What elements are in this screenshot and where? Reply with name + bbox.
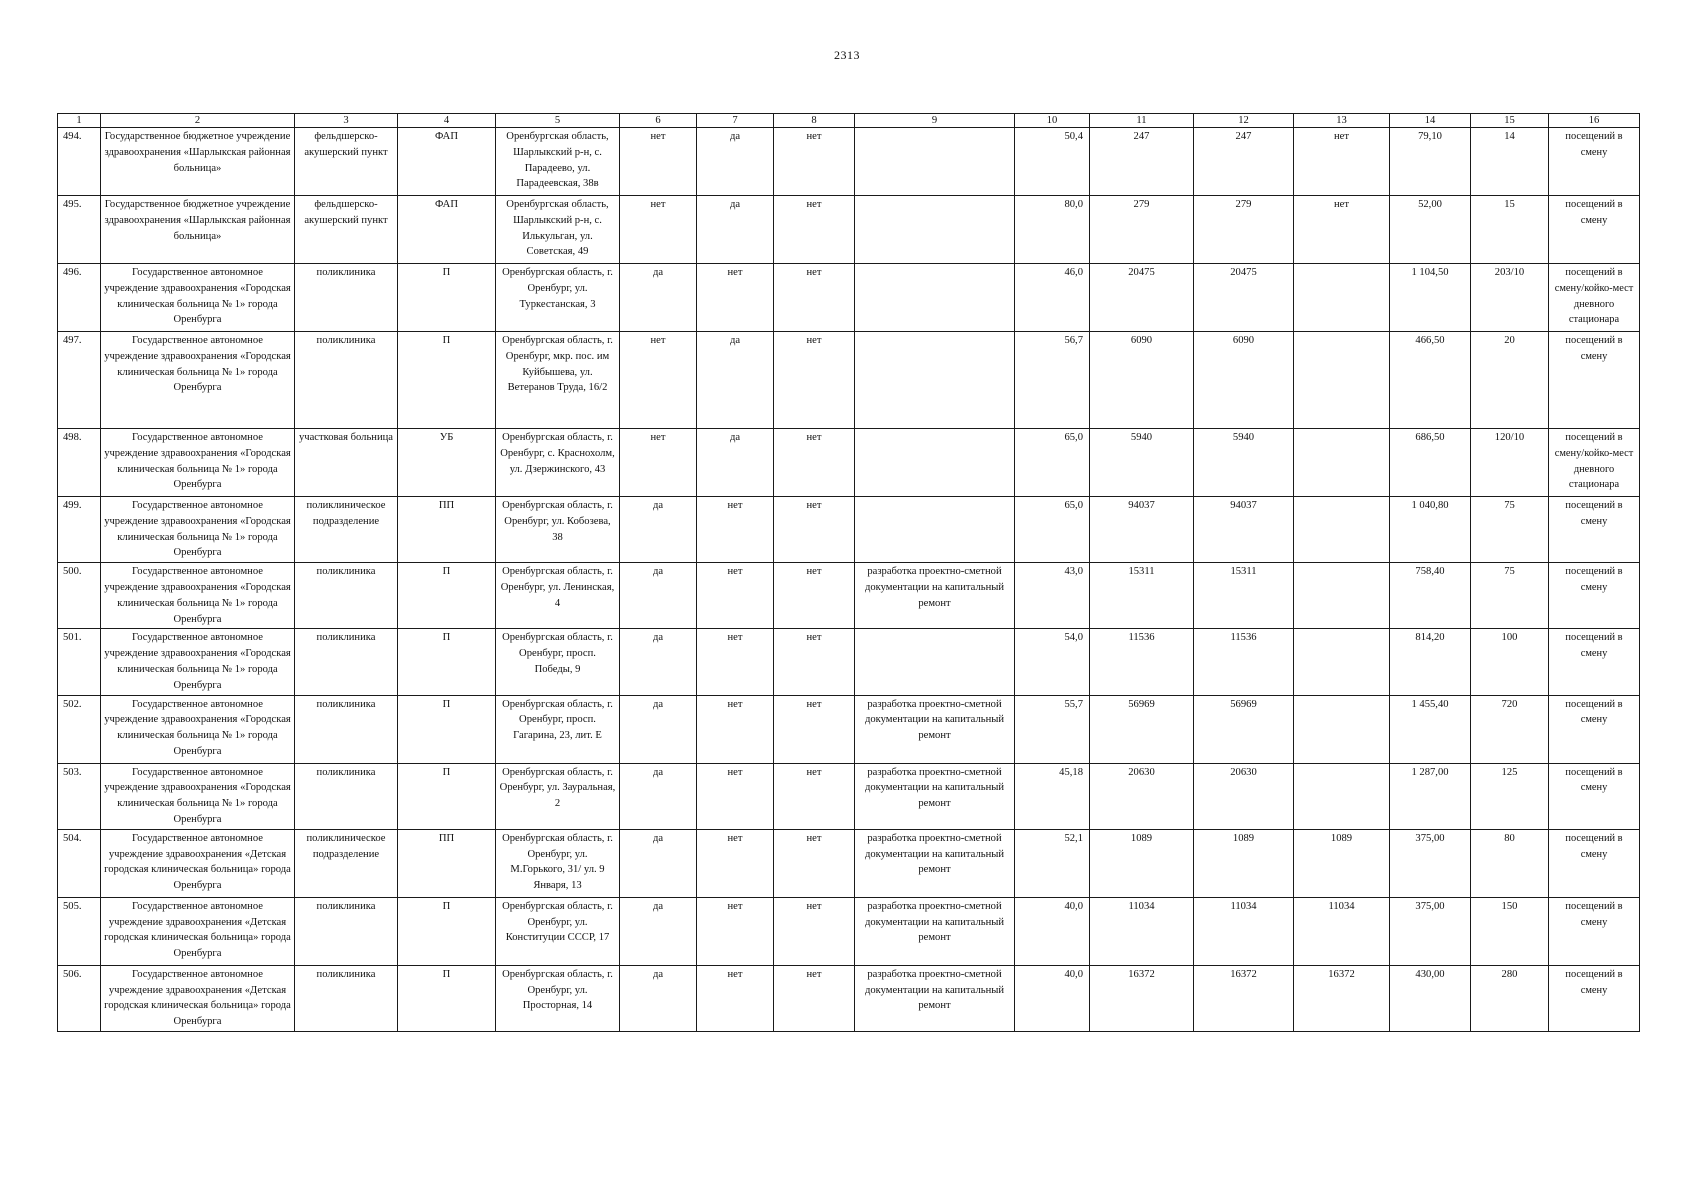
col-13-value: 1089: [1294, 829, 1390, 897]
col-9-measure: [855, 497, 1015, 563]
col-14-value: 375,00: [1390, 829, 1471, 897]
facilities-table: [57, 113, 1640, 1032]
col-6-value: да: [620, 965, 697, 1031]
col-13-value: [1294, 264, 1390, 332]
facility-code: П: [398, 629, 496, 695]
column-header-1: 1: [58, 114, 101, 128]
col-13-value: [1294, 332, 1390, 429]
col-12-value: 20475: [1194, 264, 1294, 332]
col-12-value: 56969: [1194, 695, 1294, 763]
col-10-value: 52,1: [1015, 829, 1090, 897]
col-11-value: 6090: [1090, 332, 1194, 429]
col-7-value: да: [697, 429, 774, 497]
col-11-value: 279: [1090, 196, 1194, 264]
col-11-value: 11536: [1090, 629, 1194, 695]
col-12-value: 11034: [1194, 897, 1294, 965]
facility-type: поликлиника: [295, 763, 398, 829]
facility-address: Оренбургская область, г. Оренбург, ул. Просторная, 14: [496, 965, 620, 1031]
col-10-value: 40,0: [1015, 897, 1090, 965]
col-6-value: да: [620, 897, 697, 965]
col-14-value: 1 287,00: [1390, 763, 1471, 829]
row-number: 498.: [58, 429, 101, 497]
col-7-value: нет: [697, 763, 774, 829]
col-11-value: 20630: [1090, 763, 1194, 829]
col-6-value: да: [620, 497, 697, 563]
col-11-value: 11034: [1090, 897, 1194, 965]
col-15-value: 125: [1471, 763, 1549, 829]
col-7-value: нет: [697, 264, 774, 332]
facility-type: поликлиника: [295, 264, 398, 332]
column-header-10: 10: [1015, 114, 1090, 128]
facility-address: Оренбургская область, г. Оренбург, ул. Зауральная, 2: [496, 763, 620, 829]
col-10-value: 40,0: [1015, 965, 1090, 1031]
col-6-value: да: [620, 563, 697, 629]
col-6-value: да: [620, 629, 697, 695]
col-10-value: 55,7: [1015, 695, 1090, 763]
institution-name: Государственное автономное учреждение здравоохранения «Детская городская клиническая больница» города Оренбурга: [101, 965, 295, 1031]
col-9-measure: [855, 264, 1015, 332]
row-number: 497.: [58, 332, 101, 429]
col-9-measure: разработка проектно-сметной документации на капитальный ремонт: [855, 695, 1015, 763]
col-12-value: 247: [1194, 128, 1294, 196]
col-10-value: 56,7: [1015, 332, 1090, 429]
col-13-value: [1294, 497, 1390, 563]
facility-code: ФАП: [398, 196, 496, 264]
table-row: [58, 563, 1640, 629]
col-9-measure: [855, 332, 1015, 429]
col-12-value: 16372: [1194, 965, 1294, 1031]
column-number-row: [58, 114, 1640, 128]
facility-address: Оренбургская область, г. Оренбург, просп. Победы, 9: [496, 629, 620, 695]
col-8-value: нет: [774, 497, 855, 563]
col-13-value: [1294, 763, 1390, 829]
institution-name: Государственное автономное учреждение здравоохранения «Городская клиническая больница № 1» города Оренбурга: [101, 264, 295, 332]
col-7-value: нет: [697, 629, 774, 695]
col-14-value: 1 040,80: [1390, 497, 1471, 563]
col-9-measure: [855, 629, 1015, 695]
facility-address: Оренбургская область, г. Оренбург, с. Краснохолм, ул. Дзержинского, 43: [496, 429, 620, 497]
institution-name: Государственное автономное учреждение здравоохранения «Городская клиническая больница № 1» города Оренбурга: [101, 563, 295, 629]
institution-name: Государственное автономное учреждение здравоохранения «Городская клиническая больница № 1» города Оренбурга: [101, 695, 295, 763]
col-10-value: 46,0: [1015, 264, 1090, 332]
institution-name: Государственное автономное учреждение здравоохранения «Городская клиническая больница № 1» города Оренбурга: [101, 629, 295, 695]
col-11-value: 5940: [1090, 429, 1194, 497]
row-number: 502.: [58, 695, 101, 763]
facility-code: П: [398, 695, 496, 763]
col-6-value: нет: [620, 128, 697, 196]
institution-name: Государственное автономное учреждение здравоохранения «Городская клиническая больница № 1» города Оренбурга: [101, 763, 295, 829]
col-7-value: нет: [697, 829, 774, 897]
col-7-value: нет: [697, 497, 774, 563]
col-15-value: 100: [1471, 629, 1549, 695]
col-12-value: 15311: [1194, 563, 1294, 629]
col-13-value: [1294, 429, 1390, 497]
institution-name: Государственное автономное учреждение здравоохранения «Городская клиническая больница № 1» города Оренбурга: [101, 429, 295, 497]
col-9-measure: [855, 196, 1015, 264]
col-7-value: нет: [697, 897, 774, 965]
row-number: 494.: [58, 128, 101, 196]
facility-address: Оренбургская область, г. Оренбург, ул. Конституции СССР, 17: [496, 897, 620, 965]
column-header-3: 3: [295, 114, 398, 128]
col-14-value: 79,10: [1390, 128, 1471, 196]
col-9-measure: разработка проектно-сметной документации на капитальный ремонт: [855, 763, 1015, 829]
facility-code: П: [398, 563, 496, 629]
facility-address: Оренбургская область, г. Оренбург, просп. Гагарина, 23, лит. Е: [496, 695, 620, 763]
facility-address: Оренбургская область, Шарлыкский р-н, с. Илькульган, ул. Советская, 49: [496, 196, 620, 264]
facility-code: ФАП: [398, 128, 496, 196]
col-9-measure: разработка проектно-сметной документации на капитальный ремонт: [855, 563, 1015, 629]
col-8-value: нет: [774, 695, 855, 763]
institution-name: Государственное автономное учреждение здравоохранения «Городская клиническая больница № 1» города Оренбурга: [101, 497, 295, 563]
column-header-9: 9: [855, 114, 1015, 128]
col-8-value: нет: [774, 429, 855, 497]
col-16-unit: посещений в смену: [1549, 695, 1640, 763]
col-16-unit: посещений в смену: [1549, 897, 1640, 965]
col-8-value: нет: [774, 196, 855, 264]
col-16-unit: посещений в смену: [1549, 196, 1640, 264]
col-6-value: да: [620, 264, 697, 332]
col-14-value: 52,00: [1390, 196, 1471, 264]
col-11-value: 1089: [1090, 829, 1194, 897]
facility-address: Оренбургская область, г. Оренбург, ул. Кобозева, 38: [496, 497, 620, 563]
facility-type: фельдшерско-акушерский пункт: [295, 128, 398, 196]
col-13-value: 16372: [1294, 965, 1390, 1031]
facility-code: УБ: [398, 429, 496, 497]
col-14-value: 758,40: [1390, 563, 1471, 629]
col-7-value: нет: [697, 563, 774, 629]
row-number: 501.: [58, 629, 101, 695]
col-16-unit: посещений в смену/койко-мест дневного стационара: [1549, 429, 1640, 497]
row-number: 500.: [58, 563, 101, 629]
col-12-value: 20630: [1194, 763, 1294, 829]
col-7-value: да: [697, 332, 774, 429]
col-11-value: 56969: [1090, 695, 1194, 763]
col-13-value: [1294, 563, 1390, 629]
col-16-unit: посещений в смену: [1549, 128, 1640, 196]
col-13-value: нет: [1294, 128, 1390, 196]
col-16-unit: посещений в смену/койко-мест дневного стационара: [1549, 264, 1640, 332]
col-12-value: 1089: [1194, 829, 1294, 897]
facility-type: поликлиническое подразделение: [295, 829, 398, 897]
col-6-value: нет: [620, 332, 697, 429]
column-header-8: 8: [774, 114, 855, 128]
col-9-measure: [855, 429, 1015, 497]
table-row: [58, 629, 1640, 695]
col-12-value: 6090: [1194, 332, 1294, 429]
column-header-13: 13: [1294, 114, 1390, 128]
row-number: 503.: [58, 763, 101, 829]
col-11-value: 247: [1090, 128, 1194, 196]
col-14-value: 814,20: [1390, 629, 1471, 695]
col-16-unit: посещений в смену: [1549, 965, 1640, 1031]
column-header-12: 12: [1194, 114, 1294, 128]
column-header-15: 15: [1471, 114, 1549, 128]
col-9-measure: разработка проектно-сметной документации на капитальный ремонт: [855, 965, 1015, 1031]
institution-name: Государственное бюджетное учреждение здравоохранения «Шарлыкская районная больница»: [101, 196, 295, 264]
table-row: [58, 128, 1640, 196]
col-15-value: 203/10: [1471, 264, 1549, 332]
table-row: [58, 196, 1640, 264]
col-6-value: да: [620, 829, 697, 897]
table-row: [58, 897, 1640, 965]
facility-type: поликлиника: [295, 629, 398, 695]
table-row: [58, 695, 1640, 763]
facility-type: поликлиника: [295, 563, 398, 629]
facility-code: П: [398, 332, 496, 429]
col-10-value: 43,0: [1015, 563, 1090, 629]
col-14-value: 466,50: [1390, 332, 1471, 429]
table-row: [58, 497, 1640, 563]
col-7-value: нет: [697, 965, 774, 1031]
col-15-value: 150: [1471, 897, 1549, 965]
col-10-value: 65,0: [1015, 497, 1090, 563]
col-8-value: нет: [774, 897, 855, 965]
col-15-value: 280: [1471, 965, 1549, 1031]
row-number: 505.: [58, 897, 101, 965]
col-11-value: 15311: [1090, 563, 1194, 629]
col-8-value: нет: [774, 965, 855, 1031]
col-7-value: да: [697, 128, 774, 196]
col-11-value: 94037: [1090, 497, 1194, 563]
facility-type: поликлиника: [295, 897, 398, 965]
facility-type: поликлиника: [295, 695, 398, 763]
row-number: 506.: [58, 965, 101, 1031]
facility-address: Оренбургская область, г. Оренбург, ул. М.Горького, 31/ ул. 9 Января, 13: [496, 829, 620, 897]
table-row: [58, 332, 1640, 429]
col-15-value: 75: [1471, 563, 1549, 629]
row-number: 504.: [58, 829, 101, 897]
col-15-value: 14: [1471, 128, 1549, 196]
col-13-value: [1294, 695, 1390, 763]
facility-type: участковая больница: [295, 429, 398, 497]
facility-type: фельдшерско-акушерский пункт: [295, 196, 398, 264]
col-9-measure: [855, 128, 1015, 196]
table-row: [58, 763, 1640, 829]
facility-type: поликлиника: [295, 965, 398, 1031]
col-10-value: 45,18: [1015, 763, 1090, 829]
institution-name: Государственное автономное учреждение здравоохранения «Городская клиническая больница № 1» города Оренбурга: [101, 332, 295, 429]
col-8-value: нет: [774, 264, 855, 332]
col-14-value: 1 104,50: [1390, 264, 1471, 332]
col-12-value: 5940: [1194, 429, 1294, 497]
col-16-unit: посещений в смену: [1549, 629, 1640, 695]
col-9-measure: разработка проектно-сметной документации на капитальный ремонт: [855, 829, 1015, 897]
column-header-16: 16: [1549, 114, 1640, 128]
col-11-value: 20475: [1090, 264, 1194, 332]
institution-name: Государственное автономное учреждение здравоохранения «Детская городская клиническая больница» города Оренбурга: [101, 829, 295, 897]
column-header-7: 7: [697, 114, 774, 128]
column-header-14: 14: [1390, 114, 1471, 128]
col-16-unit: посещений в смену: [1549, 763, 1640, 829]
col-15-value: 80: [1471, 829, 1549, 897]
col-10-value: 80,0: [1015, 196, 1090, 264]
column-header-11: 11: [1090, 114, 1194, 128]
col-13-value: нет: [1294, 196, 1390, 264]
col-12-value: 279: [1194, 196, 1294, 264]
col-16-unit: посещений в смену: [1549, 563, 1640, 629]
row-number: 495.: [58, 196, 101, 264]
page-number: 2313: [834, 48, 860, 62]
institution-name: Государственное автономное учреждение здравоохранения «Детская городская клиническая больница» города Оренбурга: [101, 897, 295, 965]
col-15-value: 15: [1471, 196, 1549, 264]
col-10-value: 65,0: [1015, 429, 1090, 497]
col-6-value: да: [620, 695, 697, 763]
column-header-5: 5: [496, 114, 620, 128]
facility-code: ПП: [398, 829, 496, 897]
col-15-value: 20: [1471, 332, 1549, 429]
col-15-value: 720: [1471, 695, 1549, 763]
col-8-value: нет: [774, 563, 855, 629]
institution-name: Государственное бюджетное учреждение здравоохранения «Шарлыкская районная больница»: [101, 128, 295, 196]
col-8-value: нет: [774, 332, 855, 429]
facility-code: П: [398, 763, 496, 829]
col-8-value: нет: [774, 829, 855, 897]
facility-code: П: [398, 264, 496, 332]
col-14-value: 375,00: [1390, 897, 1471, 965]
table-row: [58, 429, 1640, 497]
col-7-value: нет: [697, 695, 774, 763]
facility-address: Оренбургская область, г. Оренбург, ул. Ленинская, 4: [496, 563, 620, 629]
col-6-value: нет: [620, 196, 697, 264]
facility-address: Оренбургская область, г. Оренбург, мкр. пос. им Куйбышева, ул. Ветеранов Труда, 16/2: [496, 332, 620, 429]
col-14-value: 686,50: [1390, 429, 1471, 497]
row-number: 499.: [58, 497, 101, 563]
col-16-unit: посещений в смену: [1549, 829, 1640, 897]
table-row: [58, 829, 1640, 897]
facility-code: П: [398, 897, 496, 965]
column-header-4: 4: [398, 114, 496, 128]
col-16-unit: посещений в смену: [1549, 497, 1640, 563]
col-6-value: нет: [620, 429, 697, 497]
row-number: 496.: [58, 264, 101, 332]
col-12-value: 94037: [1194, 497, 1294, 563]
column-header-6: 6: [620, 114, 697, 128]
facility-type: поликлиника: [295, 332, 398, 429]
col-14-value: 430,00: [1390, 965, 1471, 1031]
col-15-value: 75: [1471, 497, 1549, 563]
facility-address: Оренбургская область, г. Оренбург, ул. Туркестанская, 3: [496, 264, 620, 332]
col-10-value: 50,4: [1015, 128, 1090, 196]
table-row: [58, 264, 1640, 332]
col-13-value: [1294, 629, 1390, 695]
col-8-value: нет: [774, 128, 855, 196]
col-14-value: 1 455,40: [1390, 695, 1471, 763]
col-10-value: 54,0: [1015, 629, 1090, 695]
facility-code: П: [398, 965, 496, 1031]
col-15-value: 120/10: [1471, 429, 1549, 497]
col-13-value: 11034: [1294, 897, 1390, 965]
col-9-measure: разработка проектно-сметной документации на капитальный ремонт: [855, 897, 1015, 965]
col-8-value: нет: [774, 763, 855, 829]
facility-address: Оренбургская область, Шарлыкский р-н, с. Парадеево, ул. Парадеевская, 38в: [496, 128, 620, 196]
facility-code: ПП: [398, 497, 496, 563]
col-6-value: да: [620, 763, 697, 829]
col-11-value: 16372: [1090, 965, 1194, 1031]
table-row: [58, 965, 1640, 1031]
col-8-value: нет: [774, 629, 855, 695]
column-header-2: 2: [101, 114, 295, 128]
col-7-value: да: [697, 196, 774, 264]
col-12-value: 11536: [1194, 629, 1294, 695]
facility-type: поликлиническое подразделение: [295, 497, 398, 563]
col-16-unit: посещений в смену: [1549, 332, 1640, 429]
